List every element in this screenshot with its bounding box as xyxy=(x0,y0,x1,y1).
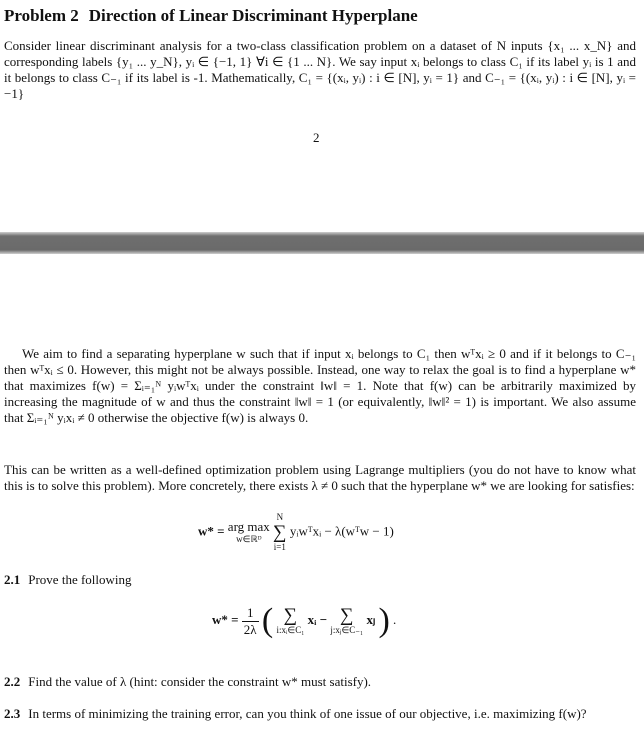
eq2-frac-num: 1 xyxy=(242,605,259,622)
equation-solution xyxy=(212,602,396,640)
eq1-sum xyxy=(273,512,287,553)
page-separator xyxy=(0,232,644,254)
question-number: 2.3 xyxy=(4,706,21,721)
eq2-end: . xyxy=(393,611,397,627)
left-paren-icon: ( xyxy=(261,602,274,639)
sigma-icon: ∑ xyxy=(340,605,354,626)
question-2-2 xyxy=(4,674,371,690)
eq2-sum2-bottom: j:xⱼ∈C₋₁ xyxy=(330,625,364,635)
question-2-1 xyxy=(4,572,132,588)
intro-paragraph: Consider linear discriminant analysis for a two-class classification problem on a dataset of N inputs {x₁ ... x_N} and corresponding labels {y₁ ... y_N}, yᵢ ∈ {−1, 1} ∀i ∈ {1 ... N}. We say input xᵢ belongs to class C₁ if its label yᵢ is 1 and it belongs to class C₋₁ if its label is -1. Mathematically, C₁ = {(xᵢ, yᵢ) : i ∈ [N], yᵢ = 1} and C₋₁ = {(xᵢ, yᵢ) : i ∈ [N], yᵢ = −1} xyxy=(4,38,636,101)
page-bottom xyxy=(0,254,644,753)
goal-paragraph: We aim to find a separating hyperplane w such that if input xᵢ belongs to C₁ then wᵀxᵢ ≥ 0 and if it belongs to C₋₁ then wᵀxᵢ ≤ 0. However, this might not be always possible. Instead, one way to relax the goal is to find a hyperplane w* that maximizes f(w) = Σᵢ₌₁ᴺ yᵢwᵀxᵢ under the constraint ‖w‖ = 1. Note that f(w) can be arbitrarily maximized by increasing the magnitude of w and thus the constraint ‖w‖ = 1 (or equivalently, ‖w‖² = 1) is important. We also assume that Σᵢ₌₁ᴺ yᵢxᵢ ≠ 0 otherwise the objective f(w) is always 0. xyxy=(4,346,636,425)
sigma-icon: ∑ xyxy=(273,522,287,543)
problem-number: Problem 2 xyxy=(4,6,79,25)
page-number: 2 xyxy=(313,130,320,145)
eq2-frac-den: 2λ xyxy=(243,621,257,637)
eq1-argmax-domain: w∈ℝᴰ xyxy=(236,533,262,544)
equation-argmax xyxy=(198,512,394,553)
question-text: Find the value of λ (hint: consider the constraint w* must satisfy). xyxy=(28,674,372,689)
lagrange-paragraph: This can be written as a well-defined optimization problem using Lagrange multipliers (you do not have to know what this is to solve this problem). More concretely, there exists λ ≠ 0 such that the hyperplane w* we are looking for satisfies: xyxy=(4,462,636,493)
eq1-argmax-label: arg max xyxy=(227,518,270,534)
eq1-lhs: w* = xyxy=(198,523,225,539)
eq1-sum-top: N xyxy=(276,512,284,522)
question-number: 2.2 xyxy=(4,674,21,689)
eq1-argmax xyxy=(227,518,270,545)
eq1-body: yᵢwᵀxᵢ − λ(wᵀw − 1) xyxy=(289,523,394,539)
problem-heading xyxy=(4,6,418,26)
question-2-3 xyxy=(4,706,636,722)
page-top xyxy=(0,0,644,232)
problem-title: Direction of Linear Discriminant Hyperplane xyxy=(88,6,418,25)
question-number: 2.1 xyxy=(4,572,21,587)
eq1-sum-bottom: i=1 xyxy=(273,542,286,552)
eq2-sum1-bottom: i:xᵢ∈C₁ xyxy=(276,625,305,635)
eq2-sum-2 xyxy=(330,606,363,636)
question-text: In terms of minimizing the training error, can you think of one issue of our objective, i.e. maximizing f(w)? xyxy=(28,706,587,721)
eq2-term1: xᵢ − xyxy=(307,611,328,627)
sigma-icon: ∑ xyxy=(283,605,298,626)
question-text: Prove the following xyxy=(28,572,132,587)
right-paren-icon: ) xyxy=(378,602,390,639)
eq2-lhs: w* = xyxy=(212,611,239,627)
eq2-term2: xⱼ xyxy=(366,611,376,627)
eq2-fraction xyxy=(242,605,259,638)
eq2-sum-1 xyxy=(276,606,304,636)
